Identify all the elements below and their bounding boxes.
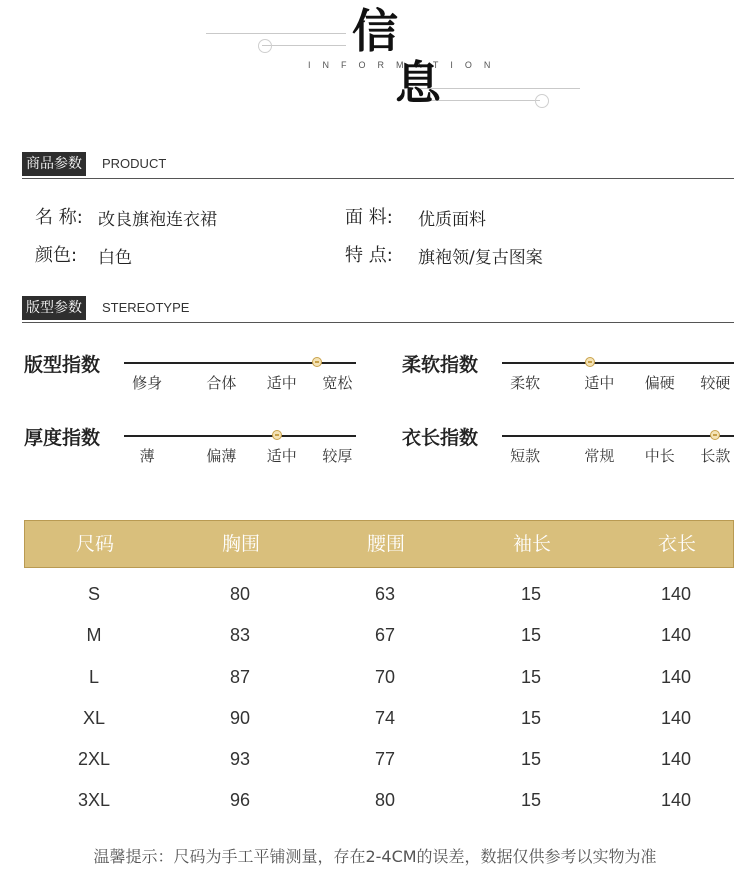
index-option-label: 中长: [644, 447, 675, 465]
table-cell: 74: [374, 707, 396, 728]
index-title: 版型指数: [24, 354, 101, 376]
table-row: [24, 574, 734, 615]
table-cell: 93: [229, 749, 251, 770]
table-cell: 90: [229, 707, 251, 728]
feature-label: 特 点:: [345, 245, 393, 266]
table-cell: 70: [374, 666, 396, 687]
index-scale-line: [502, 435, 734, 437]
index-title: 厚度指数: [24, 427, 101, 449]
index-option-label: 薄: [139, 447, 155, 465]
table-cell: 80: [374, 790, 396, 811]
header-char-xin: 信: [352, 4, 398, 58]
size-table-header: [24, 520, 734, 568]
index-option-label: 较厚: [322, 447, 353, 465]
column-header: 腰围: [366, 533, 406, 555]
index-scale-line: [124, 435, 356, 437]
table-cell: 140: [660, 707, 692, 728]
table-cell: 15: [520, 749, 542, 770]
table-cell: 2XL: [77, 749, 111, 770]
table-cell: 140: [660, 625, 692, 646]
table-cell: 15: [520, 666, 542, 687]
index-option-label: 常规: [584, 447, 615, 465]
measurement-note: 温馨提示：尺码为手工平铺测量，存在2-4CM的误差，数据仅供参考以实物为准: [93, 847, 657, 866]
header-decor-line: [262, 45, 346, 46]
section-divider: [22, 322, 734, 323]
section-tag: 商品参数: [22, 152, 86, 176]
index-marker: [585, 357, 595, 367]
fabric-value: 优质面料: [418, 210, 486, 230]
index-option-label: 短款: [510, 447, 541, 465]
index-option-label: 偏硬: [644, 374, 675, 392]
section-en-title: PRODUCT: [102, 156, 167, 171]
table-row: [24, 739, 734, 780]
info-header: [0, 0, 750, 130]
table-cell: 80: [229, 584, 251, 604]
index-option-label: 适中: [266, 447, 297, 465]
size-table-body: [24, 568, 734, 822]
section-en-title: STEREOTYPE: [102, 300, 190, 315]
table-row: [24, 780, 734, 821]
index-option-label: 较硬: [700, 374, 731, 392]
table-cell: 63: [374, 584, 396, 604]
index-option-label: 偏薄: [206, 447, 237, 465]
table-cell: 15: [520, 790, 542, 811]
table-cell: 15: [520, 584, 542, 604]
index-title: 柔软指数: [402, 354, 479, 376]
table-cell: S: [87, 584, 101, 604]
table-cell: 96: [229, 790, 251, 811]
feature-value: 旗袍领/复古图案: [418, 248, 543, 268]
index-option-label: 宽松: [322, 374, 353, 392]
fabric-label: 面 料:: [345, 207, 393, 228]
table-cell: 140: [660, 790, 692, 811]
table-row: [24, 615, 734, 656]
product-section-bar: [22, 152, 734, 180]
table-cell: 67: [374, 625, 396, 646]
table-cell: 140: [660, 749, 692, 770]
header-decor-line: [430, 100, 540, 101]
color-label: 颜色:: [35, 245, 78, 266]
index-option-label: 适中: [266, 374, 297, 392]
stereotype-section-bar: [22, 296, 734, 324]
header-subtitle: INFORMATION: [308, 60, 503, 70]
table-cell: 15: [520, 707, 542, 728]
index-marker: [272, 430, 282, 440]
index-scale-line: [502, 362, 734, 364]
header-decor-line: [420, 88, 580, 89]
header-decor-line: [206, 33, 346, 34]
index-option-label: 修身: [132, 374, 163, 392]
name-value: 改良旗袍连衣裙: [98, 210, 217, 230]
table-cell: 87: [229, 666, 251, 687]
index-title: 衣长指数: [402, 427, 479, 449]
size-table: [24, 520, 734, 822]
table-cell: 140: [660, 584, 692, 604]
table-cell: 15: [520, 625, 542, 646]
section-tag: 版型参数: [22, 296, 86, 320]
name-label: 名 称:: [35, 207, 83, 228]
column-header: 衣长: [657, 533, 697, 555]
table-cell: M: [86, 625, 102, 646]
column-header: 胸围: [221, 533, 261, 555]
index-option-label: 适中: [584, 374, 615, 392]
index-marker: [710, 430, 720, 440]
table-cell: 3XL: [77, 790, 111, 811]
column-header: 袖长: [512, 533, 552, 555]
header-decor-circle: [535, 94, 549, 108]
table-cell: 77: [374, 749, 396, 770]
index-option-label: 长款: [700, 447, 731, 465]
table-cell: XL: [82, 707, 106, 728]
index-option-label: 合体: [206, 374, 237, 392]
table-cell: L: [88, 666, 100, 687]
section-divider: [22, 178, 734, 179]
header-char-xi: 息: [395, 56, 441, 110]
index-option-label: 柔软: [510, 374, 541, 392]
table-cell: 83: [229, 625, 251, 646]
table-row: [24, 698, 734, 739]
table-cell: 140: [660, 666, 692, 687]
column-header: 尺码: [75, 533, 115, 555]
table-row: [24, 657, 734, 698]
header-decor-circle: [258, 39, 272, 53]
color-value: 白色: [98, 248, 132, 268]
index-marker: [312, 357, 322, 367]
